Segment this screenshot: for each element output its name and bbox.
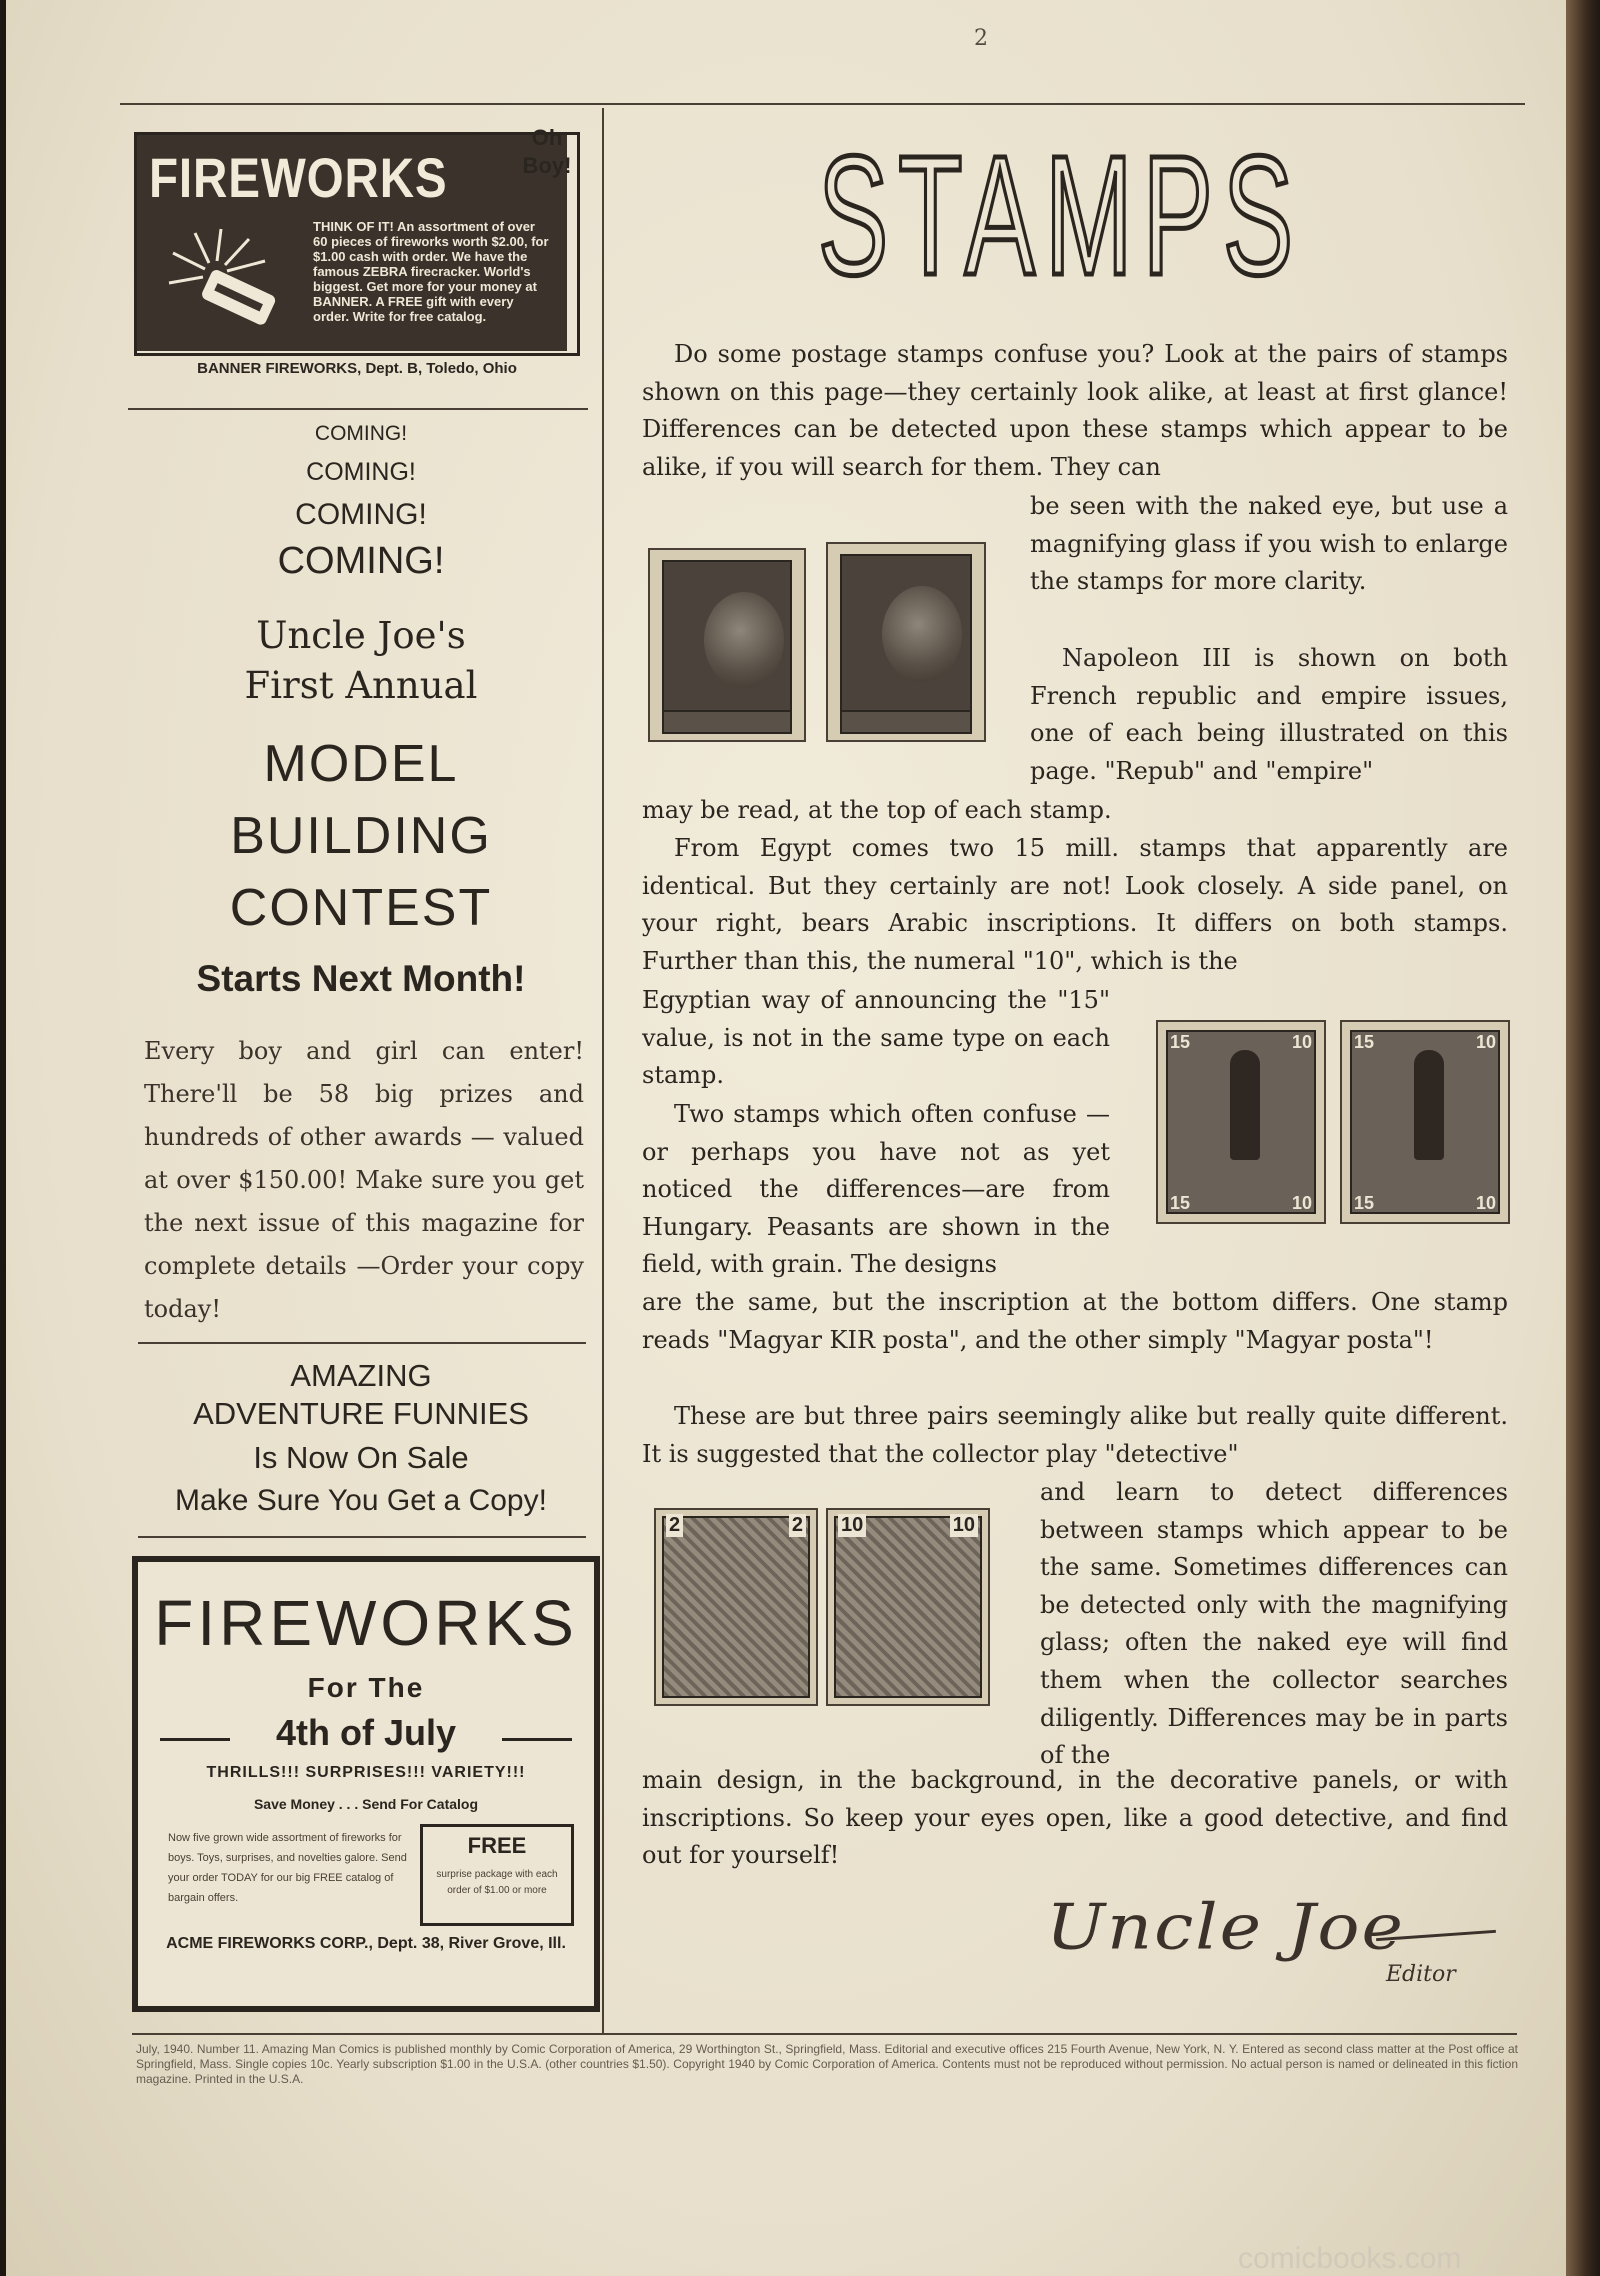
hungary-stamp-2 <box>826 1508 990 1706</box>
amazing-line-2: ADVENTURE FUNNIES <box>193 1396 529 1431</box>
amazing-line-3: Is Now On Sale <box>253 1440 469 1475</box>
column-divider <box>602 108 604 2033</box>
free-box <box>420 1824 574 1926</box>
egypt-paragraph-cont: Egyptian way of announcing the "15" value, is not in the same type on each stamp. <box>642 986 1110 1090</box>
amazing-line-1: AMAZING <box>290 1358 432 1393</box>
stamp-numeral: 15 <box>1354 1193 1375 1213</box>
fireworks-ad-exclaim: Oh Boy! <box>522 125 572 178</box>
page-number: 2 <box>974 26 988 51</box>
magazine-page <box>6 0 1566 2276</box>
coming-line-2: COMING! <box>306 458 416 486</box>
fireworks-ad2-thrills: THRILLS!!! SURPRISES!!! VARIETY!!! <box>206 1764 526 1781</box>
stamp-numeral: 15 <box>1354 1032 1375 1052</box>
uncle-joe-heading: Uncle Joe's <box>256 614 466 657</box>
bottom-rule <box>132 2033 1517 2035</box>
contest-starts: Starts Next Month! <box>196 958 526 999</box>
fireworks-ad-title: FIREWORKS <box>149 146 448 209</box>
pharaoh-icon <box>1230 1050 1260 1160</box>
egypt-paragraph <box>642 830 1508 980</box>
divider <box>138 1342 586 1344</box>
peasant-scene-icon <box>834 1516 982 1698</box>
stamp-numeral: 10 <box>1291 1032 1312 1052</box>
stamp-frame <box>1350 1030 1500 1214</box>
stamp-numeral: 2 <box>789 1514 806 1537</box>
napoleon-stamp-empire <box>826 542 986 742</box>
free-text: surprise package with each order of $1.00 or more <box>436 1869 558 1896</box>
hungary-stamp-1 <box>654 1508 818 1706</box>
stamp-numeral: 10 <box>950 1514 978 1537</box>
napoleon-paragraph <box>1030 640 1508 790</box>
fireworks-ad-company: BANNER FIREWORKS, Dept. B, Toledo, Ohio <box>197 360 517 377</box>
fireworks-ad2-save: Save Money . . . Send For Catalog <box>253 1796 479 1812</box>
fireworks-ad-panel <box>137 135 567 351</box>
firecracker-icon <box>165 227 285 337</box>
stamp-frame <box>662 560 792 712</box>
intro-paragraph <box>642 336 1508 486</box>
free-label: FREE <box>467 1833 527 1858</box>
fireworks-ad2-july: 4th of July <box>275 1712 457 1753</box>
hungary-paragraph <box>642 1096 1110 1284</box>
stamp-frame <box>840 554 972 712</box>
top-rule <box>120 103 1525 105</box>
contest-heading-model: MODEL <box>263 735 459 793</box>
first-annual-heading: First Annual <box>244 664 478 707</box>
page-edge-shadow <box>1566 0 1600 2276</box>
closing-text-1: These are but three pairs seemingly alike but really quite different. It is suggested that the collector play "detective" <box>642 1402 1508 1468</box>
napoleon-portrait-icon <box>882 586 962 682</box>
editor-label: Editor <box>1386 1962 1456 1987</box>
intro-text-1: Do some postage stamps confuse you? Look at the pairs of stamps shown on this page—they certainly look alike, at least at first glance! Differences can be detected upon these stamps which appear to be alike, if you will search for them. They can <box>642 340 1508 481</box>
intro-paragraph-cont: be seen with the naked eye, but use a magnifying glass if you wish to enlarge the stamps for more clarity. <box>1030 492 1508 596</box>
divider <box>138 1536 586 1538</box>
editor-signature: Uncle Joe <box>1046 1890 1405 1964</box>
stamp-numeral: 15 <box>1170 1193 1191 1213</box>
coming-line-4: COMING! <box>277 540 445 582</box>
peasant-scene-icon <box>662 1516 810 1698</box>
stamp-numeral: 10 <box>1475 1193 1496 1213</box>
fireworks-ad2-text: Now five grown wide assortment of fireworks for boys. Toys, surprises, and novelties galore. Send your order TODAY for our big FREE catalog of bargain offers. <box>168 1832 407 1904</box>
hungary-paragraph-cont: are the same, but the inscription at the bottom differs. One stamp reads "Magyar KIR posta", and the other simply "Magyar posta"! <box>642 1288 1508 1354</box>
stamp-numeral: 15 <box>1170 1032 1191 1052</box>
site-watermark: comicbooks.com <box>1238 2242 1462 2275</box>
closing-paragraph <box>642 1398 1508 1473</box>
pharaoh-icon <box>1414 1050 1444 1160</box>
stamp-numeral: 10 <box>838 1514 866 1537</box>
closing-paragraph-cont: and learn to detect differences between stamps which appear to be the same. Sometimes differences can be detected only with the magnifying glass; often the naked eye will find them when the collector searches diligently. Differences may be in parts of the <box>1040 1478 1508 1770</box>
egypt-text-1: From Egypt comes two 15 mill. stamps that apparently are identical. But they certainly are not! Look closely. A side panel, on your right, bears Arabic inscriptions. It differs on both stamps. Further than this, the numeral "10", which is the <box>642 834 1508 975</box>
napoleon-stamp-republic <box>648 548 806 742</box>
egypt-stamp-2 <box>1340 1020 1510 1224</box>
fireworks-ad2-company: ACME FIREWORKS CORP., Dept. 38, River Grove, Ill. <box>166 1935 566 1952</box>
contest-body: Every boy and girl can enter! There'll be 58 big prizes and hundreds of other awards — valued at over $150.00! Make sure you get the next issue of this magazine for complete details —Order your copy today! <box>144 1037 584 1323</box>
fireworks-ad-text: THINK OF IT! An assortment of over 60 pieces of fireworks worth $2.00, for $1.00 cash with order. We have the famous ZEBRA firecracker. World's biggest. Get more for your money at BANNER. A FREE gift with every order. Write for free catalog. <box>313 219 549 324</box>
contest-heading-contest: CONTEST <box>229 879 493 937</box>
fireworks-ad2-title: FIREWORKS <box>154 1587 578 1659</box>
stamp-numeral: 10 <box>1475 1032 1496 1052</box>
stamp-numeral: 10 <box>1291 1193 1312 1213</box>
divider <box>502 1738 572 1741</box>
stamps-title: STAMPS <box>818 121 1304 311</box>
fireworks-ad-bottom <box>132 1556 600 2012</box>
coming-line-3: COMING! <box>295 498 427 531</box>
stamp-base <box>840 710 972 734</box>
stamp-base <box>662 710 792 734</box>
divider <box>128 408 588 410</box>
closing-paragraph-end: main design, in the background, in the decorative panels, or with inscriptions. So keep your eyes open, like a good detective, and find out for yourself! <box>642 1766 1508 1870</box>
stamp-frame <box>1166 1030 1316 1214</box>
publication-footer: July, 1940. Number 11. Amazing Man Comics is published monthly by Comic Corporation of America, 29 Worthington St., Springfield, Mass. Editorial and executive offices 215 Fourth Avenue, New York, N. Y. Entered as second class matter at the Post office at Springfield, Mass. Single copies 10c. Yearly subscription $1.00 in the U.S.A. (other countries $1.50). Copyright 1940 by Comic Corporation of America. Contents must not be reproduced without permission. No actual person is named or delineated in this fiction magazine. Printed in the U.S.A. <box>136 2042 1518 2086</box>
napoleon-text-1: Napoleon III is shown on both French republic and empire issues, one of each being illustrated on this page. "Repub" and "empire" <box>1030 644 1508 785</box>
stamp-numeral: 2 <box>666 1514 683 1537</box>
hungary-text-1: Two stamps which often confuse —or perhaps you have not as yet noticed the differences—are from Hungary. Peasants are shown in the field, with grain. The designs <box>642 1100 1110 1279</box>
egypt-stamp-1 <box>1156 1020 1326 1224</box>
napoleon-paragraph-cont: may be read, at the top of each stamp. <box>642 796 1112 824</box>
coming-line-1: COMING! <box>314 422 408 445</box>
amazing-line-4: Make Sure You Get a Copy! <box>175 1484 547 1517</box>
fireworks-ad-top <box>134 132 580 356</box>
napoleon-portrait-icon <box>704 592 784 688</box>
contest-heading-building: BUILDING <box>230 807 492 865</box>
fireworks-ad2-for: For The <box>307 1672 425 1703</box>
